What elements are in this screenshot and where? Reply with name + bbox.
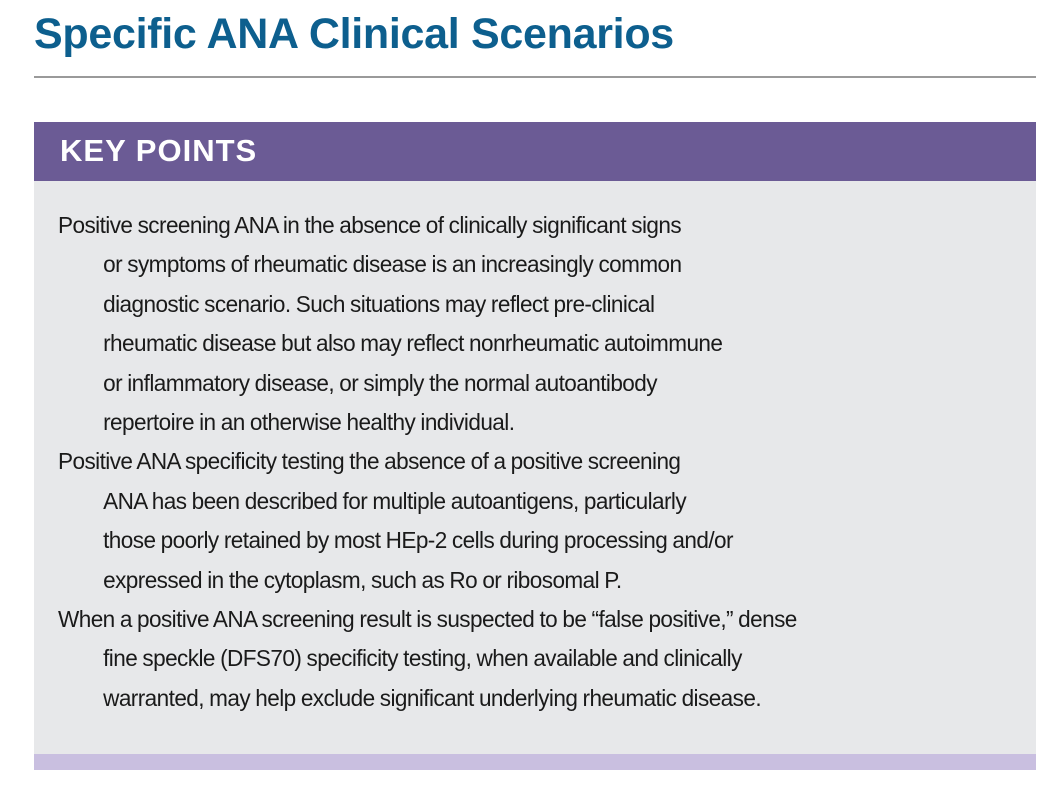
key-point-line: or symptoms of rheumatic disease is an increasingly common [103, 251, 682, 278]
key-point-line: those poorly retained by most HEp-2 cells during processing and/or [103, 527, 733, 554]
key-point-line: or inflammatory disease, or simply the normal autoantibody [103, 369, 657, 396]
key-point-3 [58, 600, 964, 718]
key-points-header [34, 122, 1036, 181]
key-point-line: warranted, may help exclude significant underlying rheumatic disease. [103, 684, 762, 711]
key-point-2 [58, 442, 964, 600]
key-point-line: Positive ANA specificity testing the absence of a positive screening [58, 448, 681, 475]
key-point-line: diagnostic scenario. Such situations may reflect pre-clinical [103, 290, 655, 317]
key-point-line: When a positive ANA screening result is suspected to be “false positive,” dense [58, 606, 797, 633]
key-points-heading: KEY POINTS [60, 133, 258, 168]
title-divider [34, 76, 1036, 78]
key-points-list [58, 206, 1002, 718]
key-point-1 [58, 206, 964, 442]
key-point-line: repertoire in an otherwise healthy individual. [103, 409, 515, 436]
key-point-line: rheumatic disease but also may reflect nonrheumatic autoimmune [103, 330, 723, 357]
key-point-line: fine speckle (DFS70) specificity testing, when available and clinically [103, 645, 742, 672]
key-point-line: ANA has been described for multiple autoantigens, particularly [103, 487, 687, 514]
key-points-box [34, 122, 1036, 770]
key-points-footer-band [34, 754, 1036, 770]
key-point-line: expressed in the cytoplasm, such as Ro or ribosomal P. [103, 566, 622, 593]
key-point-line: Positive screening ANA in the absence of clinically significant signs [58, 212, 682, 238]
page-title: Specific ANA Clinical Scenarios [34, 10, 674, 58]
